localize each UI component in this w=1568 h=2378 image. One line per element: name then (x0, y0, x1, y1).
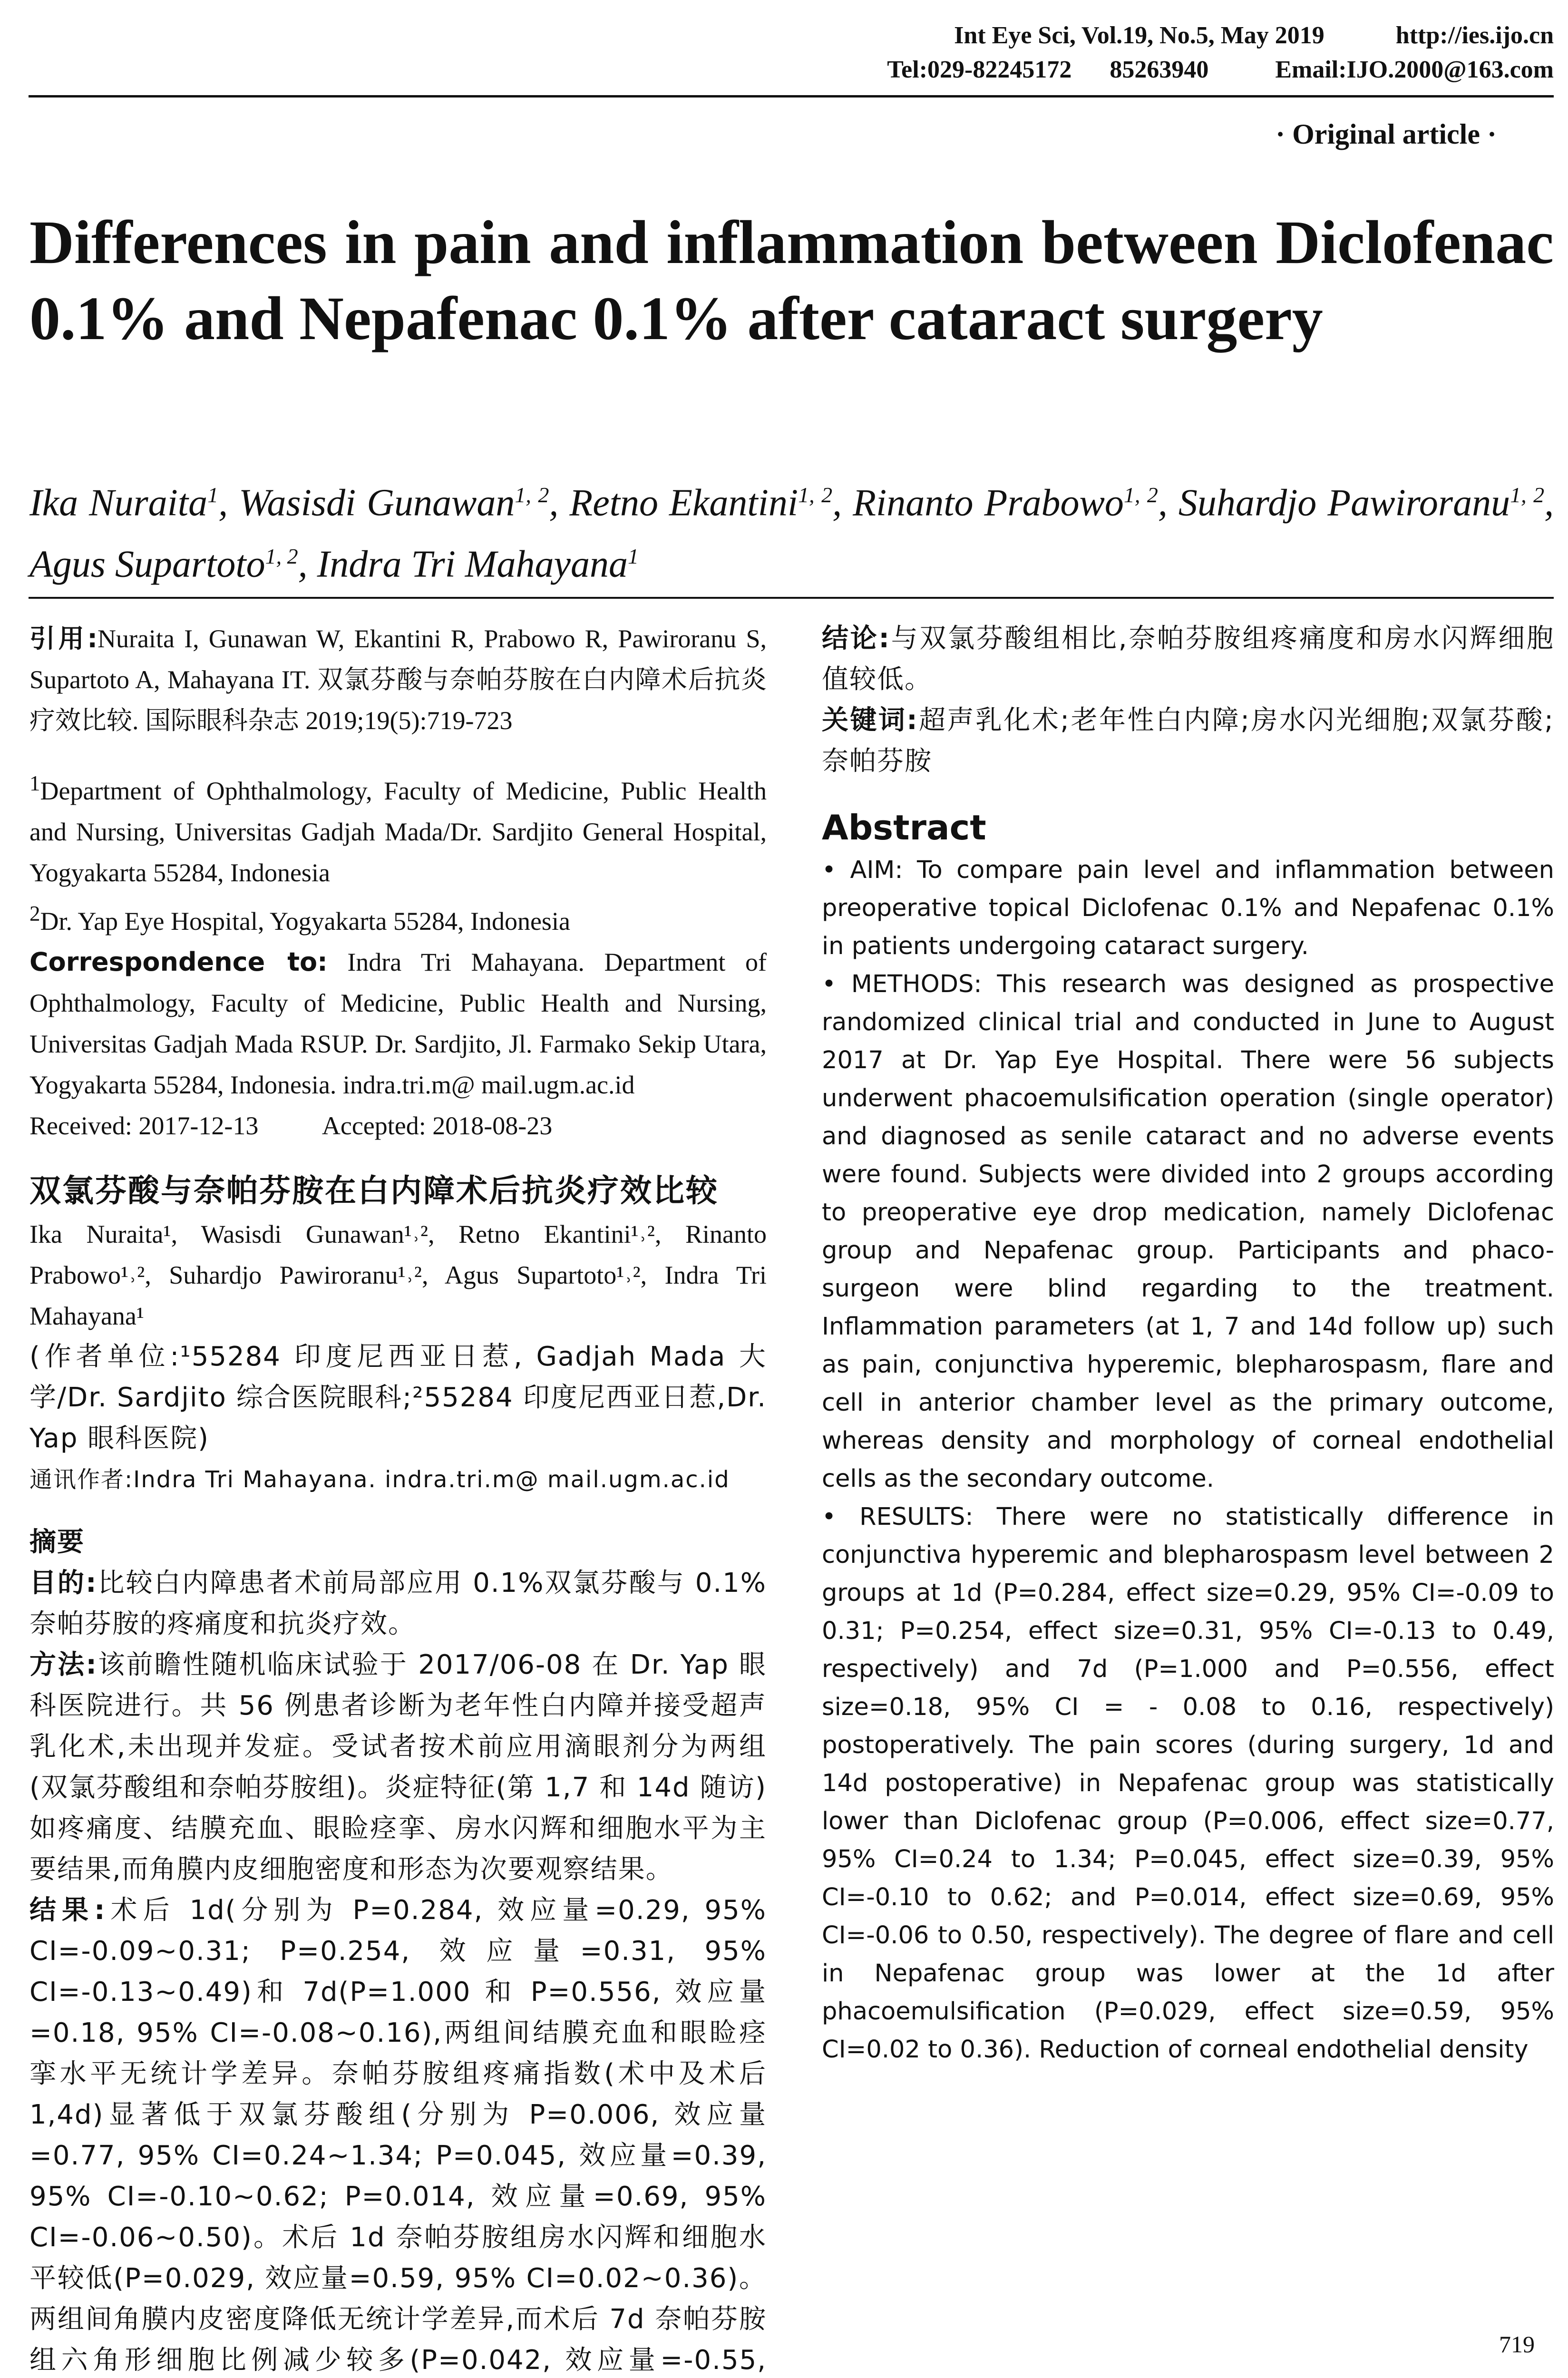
chinese-results-label: 结果: (29, 1895, 106, 1926)
author-affiliation: 1 (207, 483, 219, 507)
author: Retno Ekantini (569, 482, 799, 524)
correspondence (29, 942, 767, 1105)
authors-rule (29, 597, 1554, 599)
article-type: · Original article · (1276, 118, 1497, 150)
author-affiliation: 1, 2 (265, 544, 298, 568)
abstract-results-label: • RESULTS: (822, 1503, 974, 1531)
author: Rinanto Prabowo (853, 482, 1124, 524)
correspondence-label: Correspondence to: (29, 947, 328, 977)
author-affiliation: 1, 2 (798, 483, 833, 507)
chinese-affiliations: (作者单位:¹55284 印度尼西亚日惹, Gadjah Mada 大学/Dr. Sardjito 综合医院眼科;²55284 印度尼西亚日惹,Dr. Yap 眼科医院) (29, 1341, 767, 1454)
author: Suhardjo Pawiroranu (1178, 482, 1510, 524)
affiliation-1: $^1$Department of Ophthalmology, Faculty of Medicine, Public Health and Nursing, Universitas Gadjah Mada/Dr. Sardjito General Hospital, Yogyakarta 55284, Indonesia (29, 771, 767, 887)
abstract-heading: Abstract (822, 808, 986, 848)
journal-tel2: 85263940 (1110, 56, 1209, 83)
journal-header-line2 (887, 53, 1554, 87)
chinese-aim-label: 目的: (29, 1568, 97, 1598)
journal-citation: Int Eye Sci, Vol.19, No.5, May 2019 (954, 22, 1325, 49)
abstract-methods: • METHODS: This research was designed as prospective randomized clinical trial and conducted in June to August 2017 at Dr. Yap Eye Hospital. There were 56 subjects underwent phacoemulsification operation (single operator) and diagnosed as senile cataract and no adverse events were found. Subjects were divided into 2 groups according to preoperative eye drop medication, namely Diclofenac group and Nepafenac group. Participants and phaco-surgeon were blind regarding to the treatment. Inflammation parameters (at 1, 7 and 14d follow up) such as pain, conjunctiva hyperemic, blepharospasm, flare and cell in anterior chamber level as the primary outcome, whereas density and morphology of corneal endothelial cells as the secondary outcome. (822, 970, 1554, 1493)
received-date: Received: 2017-12-13 (29, 1111, 259, 1140)
chinese-abstract-label: 摘要 (29, 1527, 85, 1558)
chinese-conclusion-label: 结论: (822, 623, 890, 654)
author-affiliation: 1, 2 (1123, 483, 1158, 507)
chinese-aim: 目的:比较白内障患者术前局部应用 0.1%双氯芬酸与 0.1%奈帕芬胺的疼痛度和抗炎疗效。 (29, 1568, 767, 1639)
journal-header-line1 (954, 19, 1554, 52)
abstract-aim-label: • AIM: (822, 856, 903, 884)
author: Wasisdi Gunawan (239, 482, 515, 524)
chinese-results: 结果:术后 1d(分别为 P=0.284, 效应量=0.29, 95% CI=-0.09~0.31; P=0.254, 效应量=0.31, 95% CI=-0.13~0.49)和 7d(P=1.000 和 P=0.556, 效应量=0.18, 95% CI=-0.08~0.16),两组间结膜充血和眼睑痉挛水平无统计学差异。奈帕芬胺组疼痛指数(术中及术后 1,4d)显著低于双氯芬酸组(分别为 P=0.006, 效应量=0.77, 95% CI=0.24~1.34; P=0.045, 效应量=0.39, 95% CI=-0.10~0.62; P=0.014, 效应量=0.69, 95% CI=-0.06~0.50)。术后 1d 奈帕芬胺组房水闪辉和细胞水平较低(P=0.029, 效应量=0.59, 95% CI=0.02~0.36)。两组间角膜内皮密度降低无统计学差异,而术后 7d 奈帕芬胺组六角形细胞比例减少较多(P=0.042, 效应量=-0.55, (29, 1895, 767, 2376)
correspondence-text: Indra Tri Mahayana. Department of Ophthalmology, Faculty of Medicine, Public Health and Nursing, Universitas Gadjah Mada RSUP. Dr. Sardjito, Jl. Farmako Sekip Utara, Yogyakarta 55284, Indonesia. indra.tri.m@ mail.ugm.ac.id (29, 948, 767, 1099)
chinese-correspondence: 通讯作者:Indra Tri Mahayana. indra.tri.m@ mail.ugm.ac.id (29, 1466, 730, 1493)
citation-label: 引用: (29, 624, 97, 653)
chinese-authors: Ika Nuraita¹, Wasisdi Gunawan¹˒², Retno Ekantini¹˒², Rinanto Prabowo¹˒², Suhardjo Pawiroranu¹˒², Agus Supartoto¹˒², Indra Tri Mahayana¹ (29, 1220, 767, 1330)
chinese-keywords-label: 关键词: (822, 705, 918, 736)
right-column (822, 618, 1554, 2069)
journal-tel: Tel:029-82245172 (887, 56, 1072, 83)
author-affiliation: 1, 2 (1510, 483, 1545, 507)
chinese-keywords: 关键词:超声乳化术;老年性白内障;房水闪光细胞;双氯芬酸;奈帕芬胺 (822, 705, 1554, 777)
chinese-title: 双氯芬酸与奈帕芬胺在白内障术后抗炎疗效比较 (29, 1172, 719, 1209)
author: Ika Nuraita (29, 482, 208, 524)
author-affiliation: 1, 2 (515, 483, 549, 507)
article-dates (29, 1105, 767, 1146)
author: Indra Tri Mahayana (317, 543, 628, 585)
chinese-conclusion: 结论:与双氯芬酸组相比,奈帕芬胺组疼痛度和房水闪辉细胞值较低。 (822, 623, 1554, 695)
affiliation-2: $^2$Dr. Yap Eye Hospital, Yogyakarta 55284, Indonesia (29, 902, 570, 936)
header-rule (29, 95, 1554, 97)
author: Agus Supartoto (29, 543, 265, 585)
accepted-date: Accepted: 2018-08-23 (321, 1111, 553, 1140)
page-number: 719 (1499, 2331, 1535, 2358)
abstract-methods-label: • METHODS: (822, 970, 982, 998)
left-column (29, 618, 767, 2378)
chinese-methods-label: 方法: (29, 1649, 97, 1680)
abstract-aim: • AIM: To compare pain level and inflammation between preoperative topical Diclofenac 0.1% and Nepafenac 0.1% in patients undergoing cataract surgery. (822, 856, 1554, 960)
author-list: Ika Nuraita$^1$, Wasisdi Gunawan$^{1, 2}$, Retno Ekantini$^{1, 2}$, Rinanto Prabowo$^{1, 2}$, Suhardjo Pawiroranu$^{1, 2}$, Agus Supartoto$^{1, 2}$, Indra Tri Mahayana$^1$ (29, 482, 1554, 585)
journal-email[interactable]: Email:IJO.2000@163.com (1275, 56, 1554, 83)
citation-text: Nuraita I, Gunawan W, Ekantini R, Prabowo R, Pawiroranu S, Supartoto A, Mahayana IT. 双氯芬酸与奈帕芬胺在白内障术后抗炎疗效比较. 国际眼科杂志 2019;19(5):719-723 (29, 624, 767, 735)
chinese-methods: 方法:该前瞻性随机临床试验于 2017/06-08 在 Dr. Yap 眼科医院进行。共 56 例患者诊断为老年性白内障并接受超声乳化术,未出现并发症。受试者按术前应用滴眼剂分为两组(双氯芬酸组和奈帕芬胺组)。炎症特征(第 1,7 和 14d 随访)如疼痛度、结膜充血、眼睑痉挛、房水闪辉和细胞水平为主要结果,而角膜内皮细胞密度和形态为次要观察结果。 (29, 1649, 767, 1885)
article-title: Differences in pain and inflammation between Diclofenac 0.1% and Nepafenac 0.1% after cataract surgery (29, 208, 1554, 353)
journal-url[interactable]: http://ies.ijo.cn (1395, 22, 1554, 49)
citation-block (29, 618, 767, 741)
author-affiliation: 1 (627, 544, 639, 568)
abstract-results: • RESULTS: There were no statistically difference in conjunctiva hyperemic and blepharospasm level between 2 groups at 1d (P=0.284, effect size=0.29, 95% CI=-0.09 to 0.31; P=0.254, effect size=0.31, 95% CI=-0.13 to 0.49, respectively) and 7d (P=1.000 and P=0.556, effect size=0.18, 95% CI = - 0.08 to 0.16, respectively) postoperatively. The pain scores (during surgery, 1d and 14d postoperative) in Nepafenac group was statistically lower than Diclofenac group (P=0.006, effect size=0.77, 95% CI=0.24 to 1.34; P=0.045, effect size=0.39, 95% CI=-0.10 to 0.62; and P=0.014, effect size=0.69, 95% CI=-0.06 to 0.50, respectively). The degree of flare and cell in Nepafenac group was lower at the 1d after phacoemulsification (P=0.029, effect size=0.59, 95% CI=0.02 to 0.36). Reduction of corneal endothelial density (822, 1503, 1554, 2064)
